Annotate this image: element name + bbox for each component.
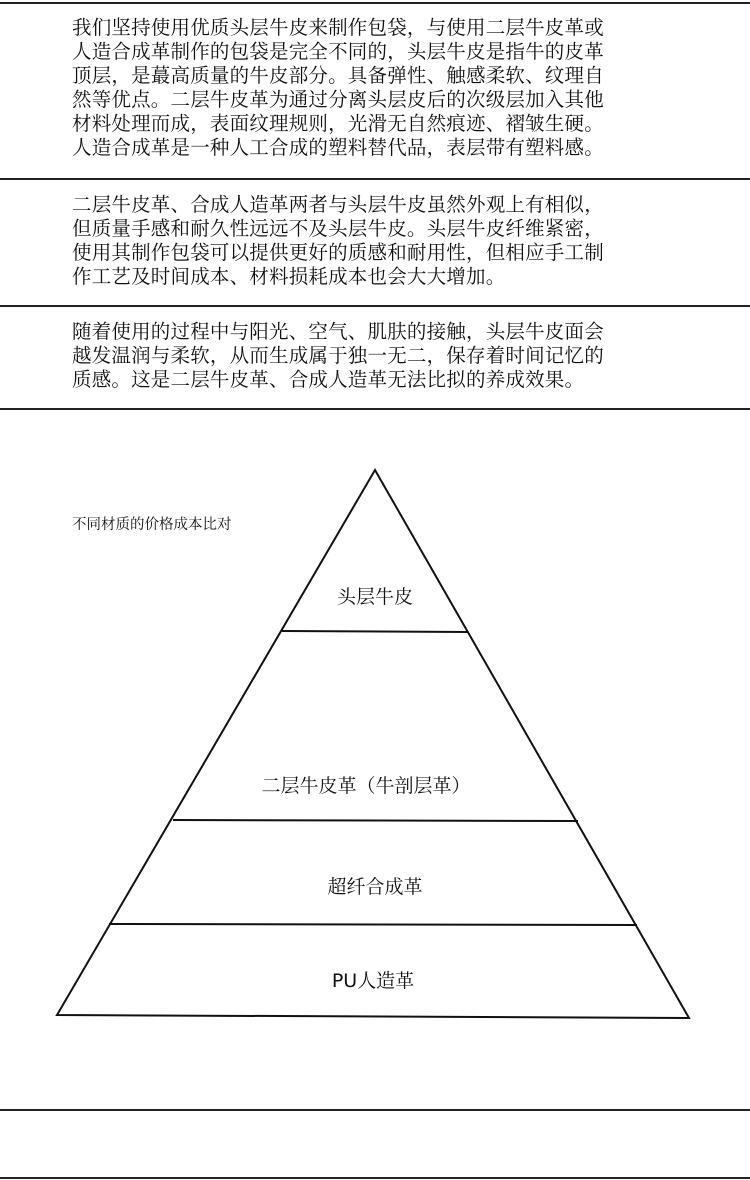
price-cost-pyramid <box>0 420 750 1060</box>
divider-bottom <box>0 1177 750 1179</box>
diagram-caption: 不同材质的价格成本比对 <box>72 517 232 533</box>
tier-label-microfiber: 超纤合成革 <box>327 876 423 898</box>
divider-top <box>0 2 750 4</box>
pyramid-outline <box>57 470 689 1018</box>
tier-divider-3 <box>109 924 637 925</box>
tier-label-pu: PU人造革 <box>331 970 415 992</box>
divider-2 <box>0 305 750 307</box>
divider-3 <box>0 408 750 410</box>
tier-label-top-grain: 头层牛皮 <box>336 586 414 608</box>
tier-divider-2 <box>173 820 578 821</box>
paragraph-comparison: 二层牛皮革、合成人造革两者与头层牛皮虽然外观上有相似， 但质量手感和耐久性远远不及头层牛皮。头层牛皮纤维紧密， 使用其制作包袋可以提供更好的质感和耐用性，但相应手工制 作工艺及时间成本、材料损耗成本也会大大增加。 <box>72 193 604 288</box>
tier-label-split-leather: 二层牛皮革（牛剖层革） <box>261 775 471 797</box>
divider-4 <box>0 1109 750 1111</box>
tier-divider-1 <box>282 631 468 632</box>
paragraph-quality: 我们坚持使用优质头层牛皮来制作包袋，与使用二层牛皮革或 人造合成革制作的包袋是完全不同的，头层牛皮是指牛的皮革 顶层，是蕞高质量的牛皮部分。具备弹性、触感柔软、纹理自 然等优点。二层牛皮革为通过分离头层皮后的次级层加入其他 材料处理而成，表面纹理规则，光滑无自然痕迹、褶皱生硬。 人造合成革是一种人工合成的塑料替代品，表层带有塑料感。 <box>72 16 604 159</box>
paragraph-aging: 随着使用的过程中与阳光、空气、肌肤的接触，头层牛皮面会 越发温润与柔软，从而生成属于独一无二，保存着时间记忆的 质感。这是二层牛皮革、合成人造革无法比拟的养成效果。 <box>72 320 604 391</box>
divider-1 <box>0 178 750 180</box>
